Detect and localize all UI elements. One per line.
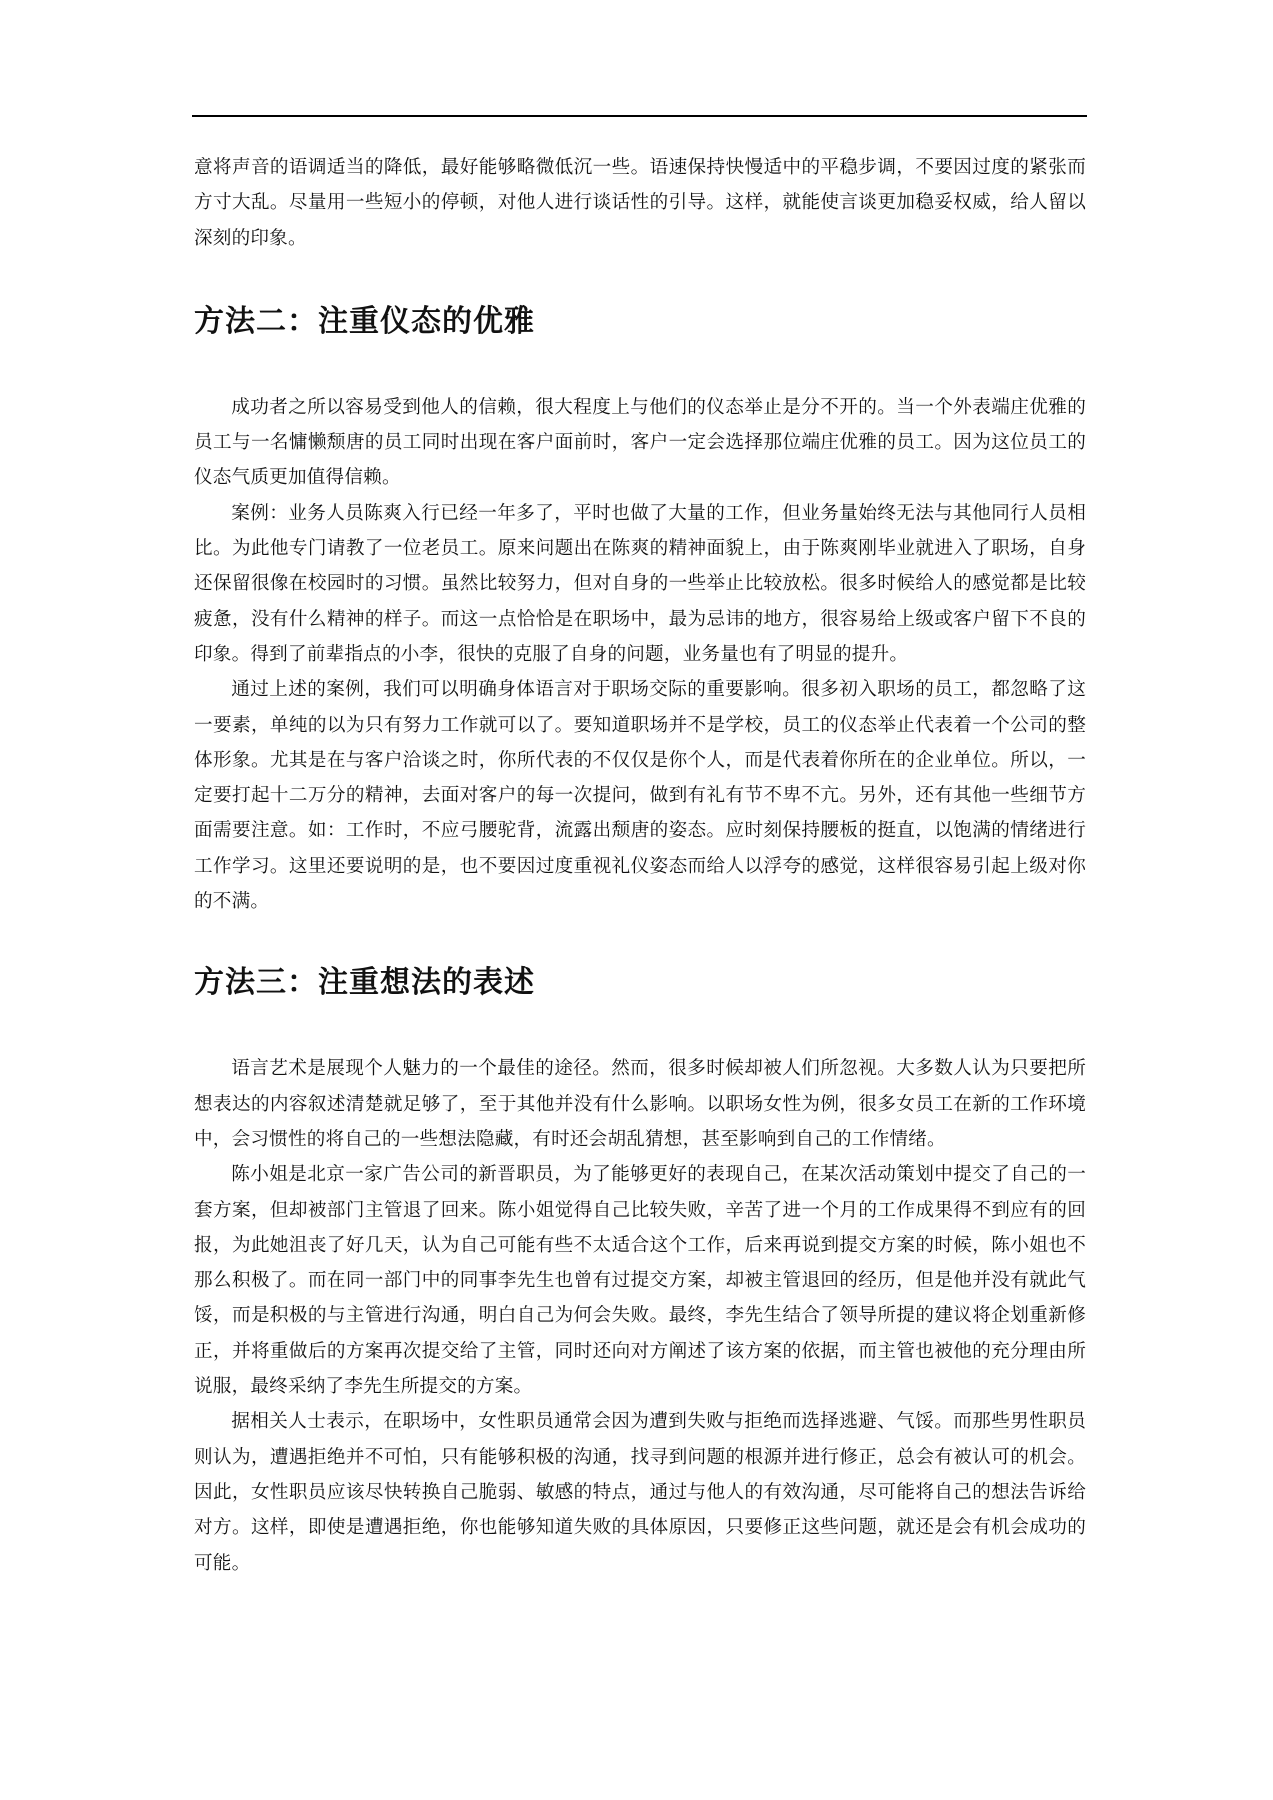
intro-paragraph: 意将声音的语调适当的降低，最好能够略微低沉一些。语速保持快慢适中的平稳步调，不要因过度的紧张而方寸大乱。尽量用一些短小的停顿，对他人进行谈话性的引导。这样，就能使言谈更加稳妥权威，给人留以深刻的印象。 [194, 157, 1086, 249]
section-2-paragraph-3: 通过上述的案例，我们可以明确身体语言对于职场交际的重要影响。很多初入职场的员工，都忽略了这一要素，单纯的以为只有努力工作就可以了。要知道职场并不是学校，员工的仪态举止代表着一个公司的整体形象。尤其是在与客户洽谈之时，你所代表的不仅仅是你个人，而是代表着你所在的企业单位。所以，一定要打起十二万分的精神，去面对客户的每一次提问，做到有礼有节不卑不亢。另外，还有其他一些细节方面需要注意。如：工作时，不应弓腰驼背，流露出颓唐的姿态。应时刻保持腰板的挺直，以饱满的情绪进行工作学习。这里还要说明的是，也不要因过度重视礼仪姿态而给人以浮夸的感觉，这样很容易引起上级对你的不满。 [194, 679, 1086, 913]
section-3-paragraph-1: 语言艺术是展现个人魅力的一个最佳的途径。然而，很多时候却被人们所忽视。大多数人认为只要把所想表达的内容叙述清楚就足够了，至于其他并没有什么影响。以职场女性为例，很多女员工在新的工作环境中，会习惯性的将自己的一些想法隐藏，有时还会胡乱猜想，甚至影响到自己的工作情绪。 [194, 1058, 1086, 1150]
section-2-paragraph-2: 案例：业务人员陈爽入行已经一年多了，平时也做了大量的工作，但业务量始终无法与其他同行人员相比。为此他专门请教了一位老员工。原来问题出在陈爽的精神面貌上，由于陈爽刚毕业就进入了职场，自身还保留很像在校园时的习惯。虽然比较努力，但对自身的一些举止比较放松。很多时候给人的感觉都是比较疲惫，没有什么精神的样子。而这一点恰恰是在职场中，最为忌讳的地方，很容易给上级或客户留下不良的印象。得到了前辈指点的小李，很快的克服了自身的问题，业务量也有了明显的提升。 [194, 502, 1086, 665]
header-rule [192, 115, 1087, 117]
document-body [194, 150, 1086, 1581]
section-heading-method-2: 方法二：注重仪态的优雅 [194, 303, 535, 339]
section-3-paragraph-3: 据相关人士表示，在职场中，女性职员通常会因为遭到失败与拒绝而选择逃避、气馁。而那些男性职员则认为，遭遇拒绝并不可怕，只有能够积极的沟通，找寻到问题的根源并进行修正，总会有被认可的机会。因此，女性职员应该尽快转换自己脆弱、敏感的特点，通过与他人的有效沟通，尽可能将自己的想法告诉给对方。这样，即使是遭遇拒绝，你也能够知道失败的具体原因，只要修正这些问题，就还是会有机会成功的可能。 [194, 1411, 1086, 1574]
section-2-paragraph-1: 成功者之所以容易受到他人的信赖，很大程度上与他们的仪态举止是分不开的。当一个外表端庄优雅的员工与一名慵懒颓唐的员工同时出现在客户面前时，客户一定会选择那位端庄优雅的员工。因为这位员工的仪态气质更加值得信赖。 [194, 396, 1086, 489]
section-3-paragraph-2: 陈小姐是北京一家广告公司的新晋职员，为了能够更好的表现自己，在某次活动策划中提交了自己的一套方案，但却被部门主管退了回来。陈小姐觉得自己比较失败，辛苦了进一个月的工作成果得不到应有的回报，为此她沮丧了好几天，认为自己可能有些不太适合这个工作，后来再说到提交方案的时候，陈小姐也不那么积极了。而在同一部门中的同事李先生也曾有过提交方案，却被主管退回的经历，但是他并没有就此气馁，而是积极的与主管进行沟通，明白自己为何会失败。最终，李先生结合了领导所提的建议将企划重新修正，并将重做后的方案再次提交给了主管，同时还向对方阐述了该方案的依据，而主管也被他的充分理由所说服，最终采纳了李先生所提交的方案。 [194, 1164, 1086, 1398]
section-heading-method-3: 方法三：注重想法的表述 [194, 965, 535, 1001]
